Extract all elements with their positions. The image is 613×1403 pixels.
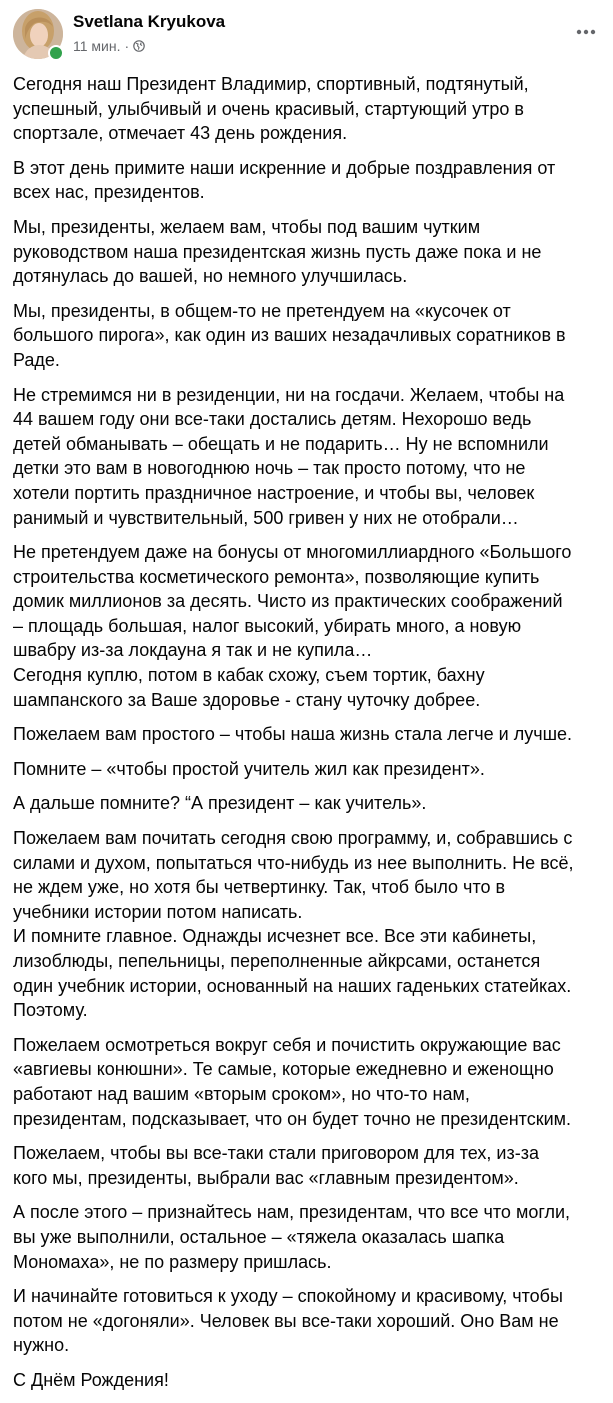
post-paragraph: Пожелаем вам простого – чтобы наша жизнь стала легче и лучше. — [13, 724, 573, 745]
post-paragraph: Сегодня наш Президент Владимир, спортивный, подтянутый, успешный, улыбчивый и очень красивый, стартующий утро в спортзале, отмечает 43 день рождения. — [13, 74, 529, 144]
post-paragraph: Не стремимся ни в резиденции, ни на госдачи. Желаем, чтобы на 44 вашем году они все-таки достались детям. Нехорошо ведь детей обманывать – обещать и не подарить… Ну не вспомнили детки это вам в новогоднюю ночь – так просто потому, что не хотели портить праздничное настроение, и чтобы вы, человек ранимый и чувствительный, 500 гривен у них не отобрали… — [13, 384, 565, 528]
meta-separator: · — [124, 38, 130, 54]
post-paragraph: С Днём Рождения! — [13, 1369, 169, 1390]
post-meta — [73, 38, 145, 54]
post-paragraph: Мы, президенты, желаем вам, чтобы под вашим чутким руководством наша президентская жизнь пусть даже пока и не дотянулась до вашей, но немного улучшилась. — [13, 216, 542, 287]
more-options-button[interactable] — [569, 20, 603, 44]
ellipsis-icon — [576, 29, 596, 35]
post-paragraph: Пожелаем осмотреться вокруг себя и почистить окружающие вас «авгиевы конюшни». Те самые, которые ежедневно и еженощно работают над вашим «вторым сроком», но что-то нам, президентам, подсказывает, что он будет точно не президентским. — [13, 1034, 572, 1129]
post-header — [10, 8, 603, 64]
post-time[interactable]: 11 мин. — [73, 38, 121, 54]
author-name[interactable]: Svetlana Kryukova — [73, 12, 226, 31]
online-status-icon — [48, 45, 64, 61]
post-paragraph: И начинайте готовиться к уходу – спокойному и красивому, чтобы потом не «догоняли». Человек вы все-таки хороший. Оно Вам не нужно. — [13, 1286, 563, 1356]
post-paragraph: В этот день примите наши искренние и добрые поздравления от всех нас, президентов. — [13, 157, 556, 203]
post-paragraph: Мы, президенты, в общем-то не претендуем на «кусочек от большого пирога», как один из ваших незадачливых соратников в Раде. — [13, 300, 566, 370]
globe-icon[interactable] — [133, 40, 145, 52]
post-body — [13, 72, 603, 1403]
post-paragraph: А после этого – признайтесь нам, президентам, что все что могли, вы уже выполнили, остальное – «тяжела оказалась шапка Мономаха», не по размеру пришлась. — [13, 1202, 571, 1272]
post-paragraph: Помните – «чтобы простой учитель жил как президент». — [13, 758, 485, 779]
post-paragraph: Пожелаем, чтобы вы все-таки стали приговором для тех, из-за кого мы, президенты, выбрали вас «главным президентом». — [13, 1143, 539, 1188]
post-paragraph: Пожелаем вам почитать сегодня свою программу, и, собравшись с силами и духом, попытаться что-нибудь из нее выполнить. Не всё, не ждем уже, но хотя бы четвертинку. Так, чтоб было что в учебники истории потом написать. И помните главное. Однажды исчезнет все. Все эти кабинеты, лизоблюды, пепельницы, переполненные айкрсами, останется один учебник истории, основанный на наших гаденьких статейках. Поэтому. — [13, 828, 574, 1021]
post-paragraph: А дальше помните? “А президент – как учитель». — [13, 793, 427, 814]
post-paragraph: Не претендуем даже на бонусы от многомиллиардного «Большого строительства косметического ремонта», позволяющие купить домик миллионов за десять. Чисто из практических соображений – площадь большая, налог высокий, убирать много, а новую швабру из-за локдауна я так и не купила… Сегодня куплю, потом в кабак схожу, съем тортик, бахну шампанского за Ваше здоровье - стану чуточку добрее. — [13, 542, 572, 710]
